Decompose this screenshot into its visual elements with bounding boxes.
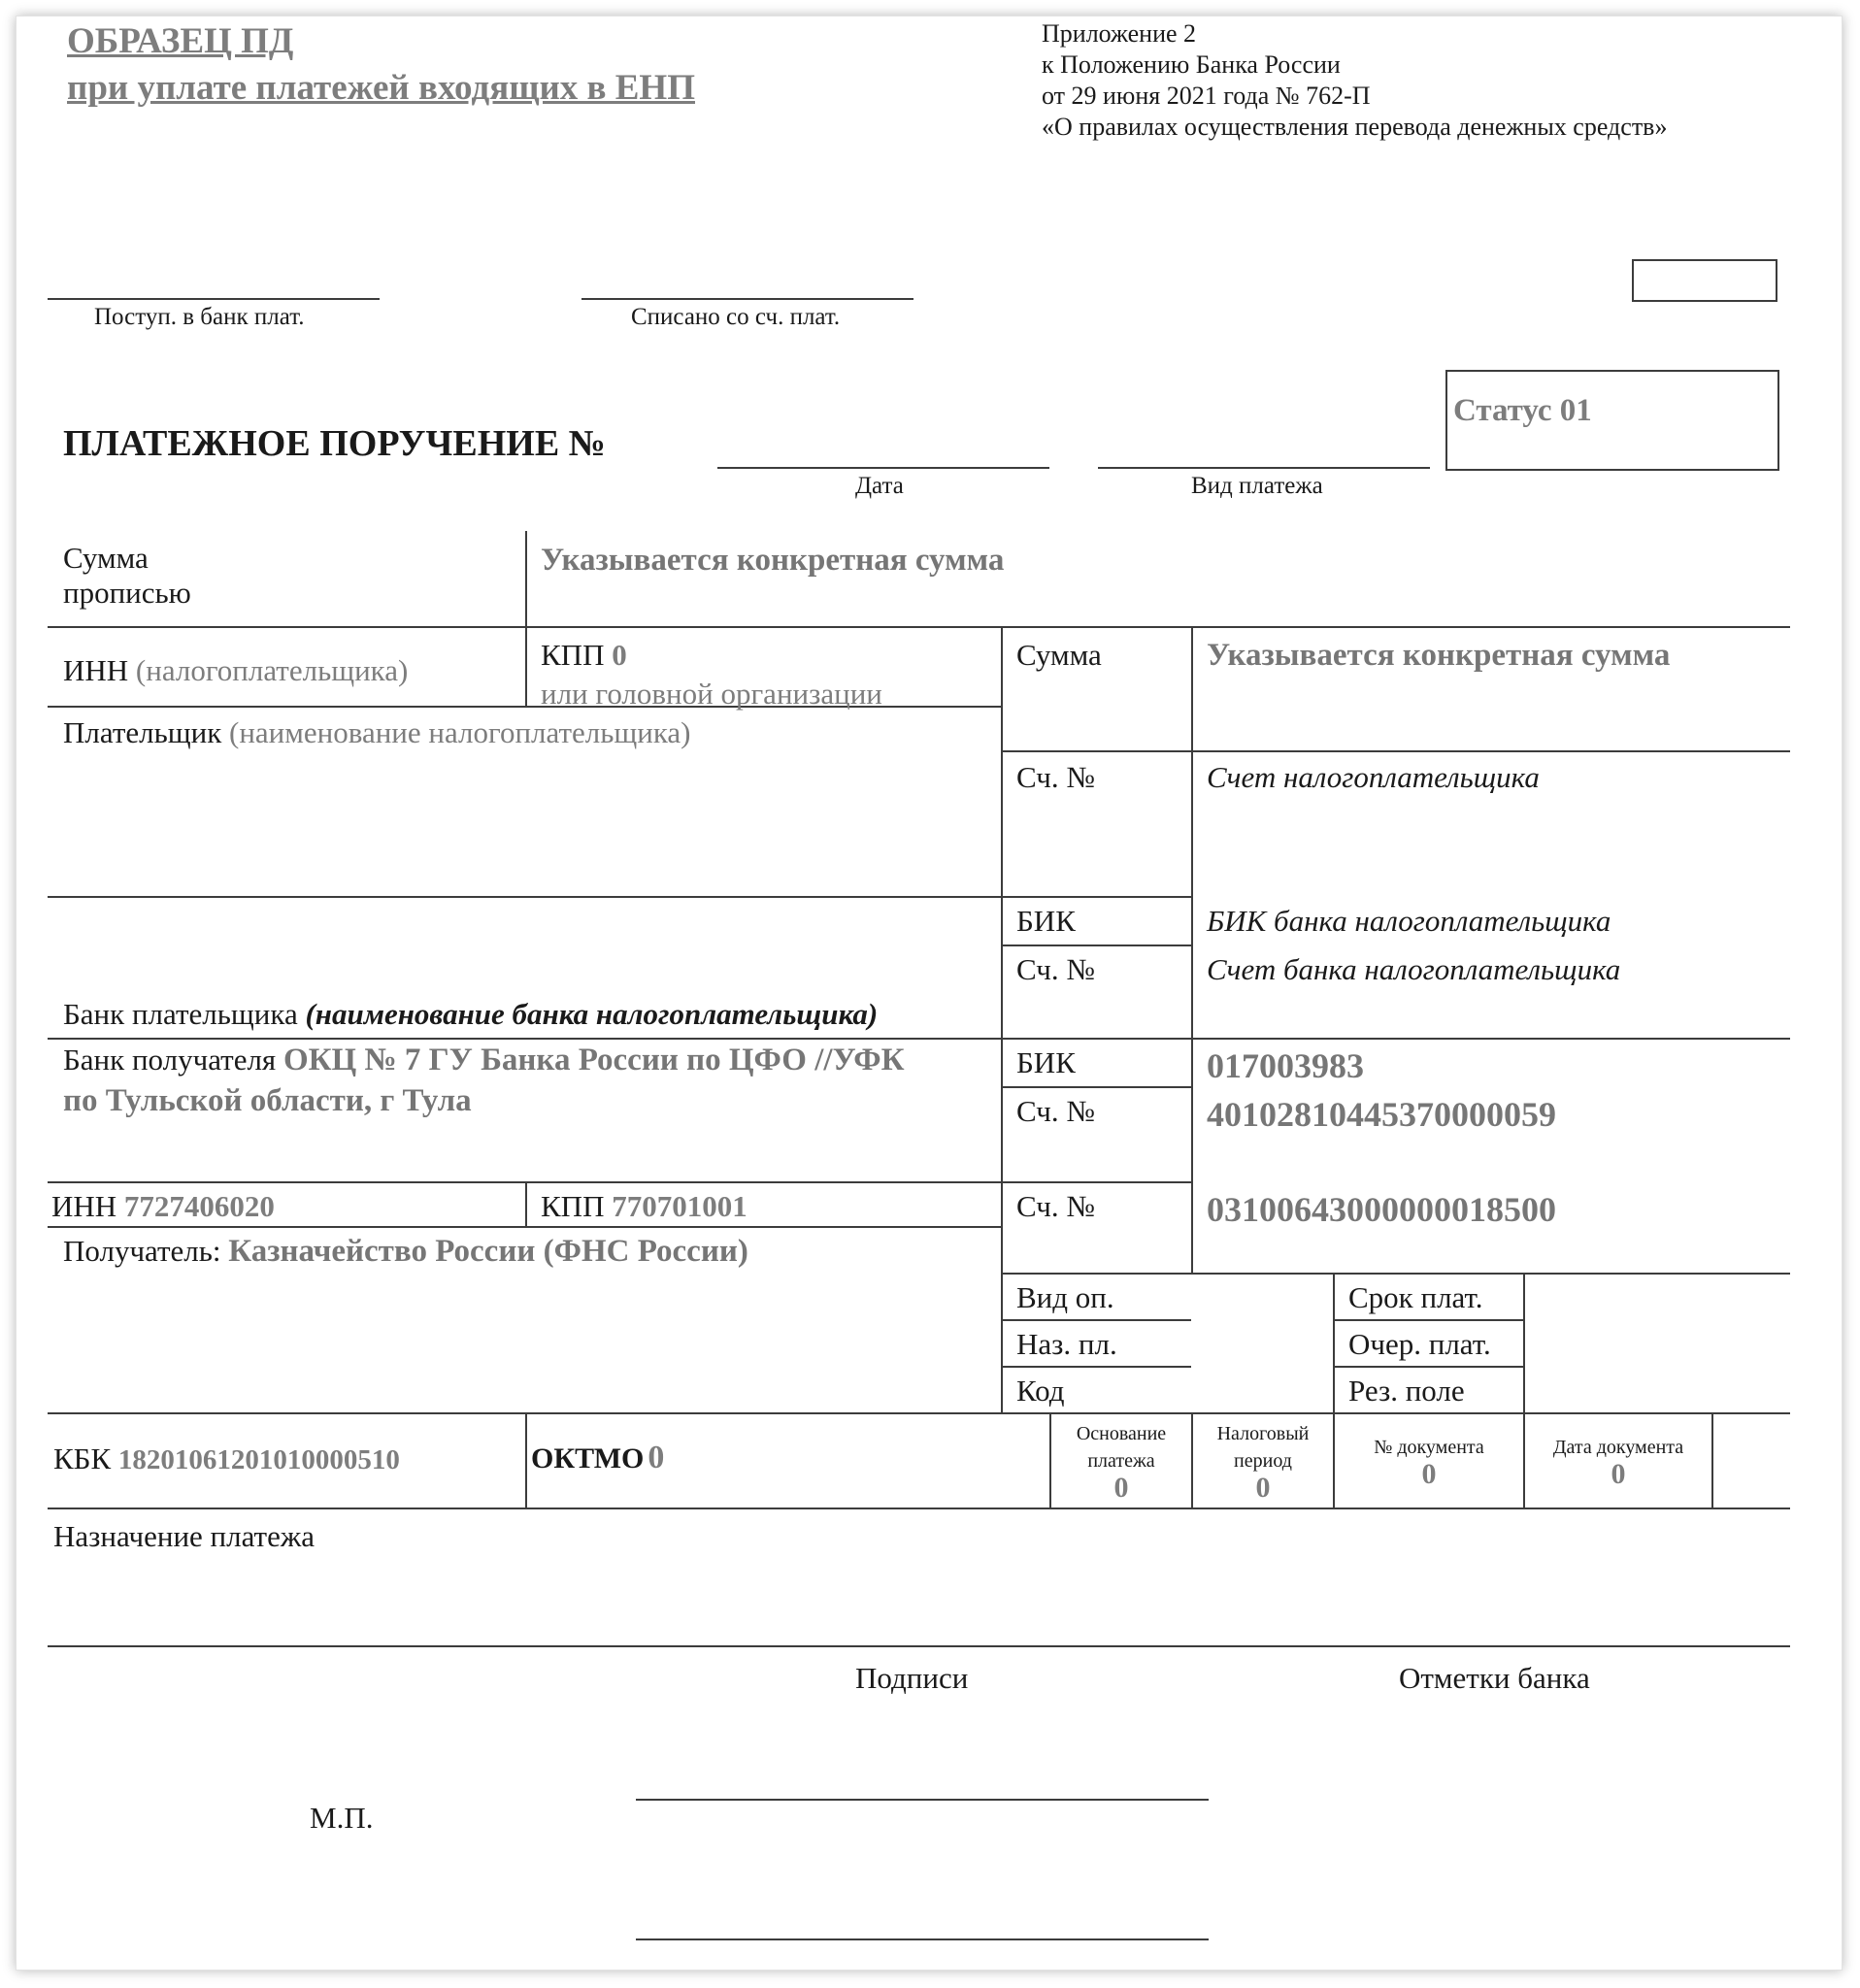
- grid-line: [48, 1645, 1790, 1647]
- appendix-line: Приложение 2: [1042, 19, 1197, 48]
- debited-label: Списано со сч. плат.: [631, 304, 841, 330]
- payer-kpp-value: 0: [612, 638, 627, 672]
- period-value: 0: [1255, 1472, 1271, 1504]
- grid-line: [525, 626, 527, 706]
- deadline-label: Срок плат.: [1348, 1280, 1483, 1314]
- signature-line-2[interactable]: [636, 1938, 1209, 1940]
- debited-date-line[interactable]: [581, 298, 913, 300]
- grid-line: [1001, 944, 1191, 946]
- grid-line: [525, 1412, 527, 1508]
- op-type-label: Вид оп.: [1016, 1280, 1114, 1314]
- recipient-kpp-label: КПП: [541, 1189, 605, 1223]
- payment-type-label: Вид платежа: [1191, 473, 1323, 499]
- grid-line: [525, 1181, 527, 1226]
- amount-words-label: [63, 541, 191, 611]
- grid-line: [1711, 1412, 1713, 1508]
- recipient-bank-value-line2: по Тульской области, г Тула: [63, 1083, 472, 1118]
- period-label: Налоговый период: [1216, 1423, 1310, 1472]
- recipient-inn-label: ИНН: [51, 1189, 117, 1223]
- recipient-name-value: Казначейство России (ФНС России): [228, 1234, 748, 1269]
- priority-label: Очер. плат.: [1348, 1327, 1491, 1361]
- recipient-name-field[interactable]: [63, 1234, 748, 1270]
- payer-name-field[interactable]: [63, 715, 691, 750]
- payer-bank-hint: (наименование банка налогоплательщика): [305, 997, 879, 1031]
- kbk-field[interactable]: [53, 1441, 400, 1476]
- payer-bank-field[interactable]: [63, 997, 878, 1032]
- oktmo-label: ОКТМО: [531, 1442, 645, 1474]
- amount-words-label-line: прописью: [63, 576, 191, 610]
- kbk-value: 18201061201010000510: [117, 1444, 400, 1475]
- doc-number-field[interactable]: [1335, 1434, 1523, 1488]
- amount-words-value[interactable]: Указывается конкретная сумма: [541, 543, 1005, 578]
- recipient-inn-field[interactable]: [51, 1189, 275, 1224]
- period-field[interactable]: [1193, 1420, 1333, 1502]
- payer-bank-account-label: Сч. №: [1016, 952, 1095, 986]
- grid-line: [48, 706, 525, 708]
- basis-label: Основание платежа: [1076, 1423, 1167, 1472]
- oktmo-value: 0: [648, 1440, 665, 1475]
- recipient-account-label: Сч. №: [1016, 1189, 1095, 1223]
- payer-bank-bik-value[interactable]: БИК банка налогоплательщика: [1207, 904, 1611, 938]
- grid-line: [525, 531, 527, 626]
- grid-line: [1001, 1319, 1191, 1321]
- recipient-corr-account-value[interactable]: 40102810445370000059: [1207, 1095, 1556, 1134]
- kbk-label: КБК: [53, 1441, 112, 1475]
- grid-line: [48, 1412, 1790, 1414]
- payer-name-hint: (наименование налогоплательщика): [229, 715, 691, 749]
- grid-line: [48, 626, 1790, 628]
- payer-kpp-hint: или головной организации: [541, 677, 882, 711]
- oktmo-field[interactable]: [531, 1440, 664, 1476]
- payer-kpp-field[interactable]: [541, 636, 882, 713]
- payer-bank-label: Банк плательщика: [63, 997, 298, 1031]
- recipient-corr-account-label: Сч. №: [1016, 1094, 1095, 1128]
- payer-account-value[interactable]: Счет налогоплательщика: [1207, 760, 1540, 794]
- grid-line: [48, 896, 1191, 898]
- doc-number-value: 0: [1421, 1458, 1437, 1490]
- received-date-line[interactable]: [48, 298, 380, 300]
- status-box[interactable]: [1445, 370, 1779, 471]
- recipient-bank-value: ОКЦ № 7 ГУ Банка России по ЦФО //УФК: [282, 1043, 905, 1077]
- status-value: Статус 01: [1453, 393, 1592, 428]
- grid-line: [1001, 1273, 1790, 1275]
- recipient-kpp-value: 770701001: [612, 1189, 747, 1223]
- bank-marks-label: Отметки банка: [1399, 1661, 1590, 1695]
- recipient-bank-field[interactable]: [63, 1040, 905, 1121]
- doc-date-label: Дата документа: [1552, 1437, 1684, 1458]
- appendix-reference: [1042, 18, 1667, 143]
- payer-bank-bik-label: БИК: [1016, 904, 1076, 938]
- grid-line: [1001, 750, 1790, 752]
- grid-line: [1333, 1366, 1523, 1368]
- doc-date-field[interactable]: [1525, 1434, 1711, 1488]
- code-label: Код: [1016, 1374, 1065, 1408]
- form-code-box[interactable]: [1632, 259, 1777, 302]
- recipient-bik-value[interactable]: 017003983: [1207, 1046, 1364, 1085]
- date-label: Дата: [855, 473, 904, 499]
- grid-line: [1001, 1366, 1191, 1368]
- grid-line: [1333, 1273, 1335, 1412]
- appendix-line: от 29 июня 2021 года № 762-П: [1042, 82, 1371, 110]
- grid-line: [1523, 1273, 1525, 1412]
- basis-field[interactable]: [1051, 1420, 1191, 1502]
- payment-order-sheet: [16, 16, 1843, 1971]
- grid-line: [1333, 1319, 1523, 1321]
- signatures-label: Подписи: [855, 1661, 969, 1695]
- amount-words-label-line: Сумма: [63, 541, 149, 575]
- payer-inn-field[interactable]: [63, 653, 408, 688]
- payer-amount-value[interactable]: Указывается конкретная сумма: [1207, 638, 1671, 673]
- order-title: ПЛАТЕЖНОЕ ПОРУЧЕНИЕ №: [63, 423, 606, 464]
- recipient-bank-label: Банк получателя: [63, 1043, 277, 1077]
- reserve-label: Рез. поле: [1348, 1374, 1465, 1408]
- payment-type-line[interactable]: [1098, 467, 1430, 469]
- received-label: Поступ. в банк плат.: [94, 304, 305, 330]
- appendix-line: к Положению Банка России: [1042, 50, 1341, 79]
- payer-amount-label: Сумма: [1016, 638, 1102, 672]
- payer-name-label: Плательщик: [63, 715, 222, 749]
- grid-line: [1001, 1181, 1191, 1183]
- grid-line: [48, 1181, 1001, 1183]
- sample-subtitle: при уплате платежей входящих в ЕНП: [67, 68, 695, 108]
- recipient-account-value[interactable]: 03100643000000018500: [1207, 1190, 1556, 1229]
- basis-value: 0: [1113, 1472, 1129, 1504]
- recipient-inn-value: 7727406020: [123, 1189, 275, 1223]
- grid-line: [1001, 626, 1003, 1412]
- purpose-field[interactable]: [48, 1560, 1790, 1643]
- purpose-label: Назначение платежа: [53, 1519, 316, 1553]
- payer-bank-account-value[interactable]: Счет банка налогоплательщика: [1207, 952, 1621, 986]
- grid-line: [1191, 626, 1193, 1273]
- order-date-line[interactable]: [717, 467, 1049, 469]
- doc-number-label: № документа: [1374, 1437, 1484, 1458]
- grid-line: [48, 1508, 1790, 1509]
- doc-date-value: 0: [1611, 1458, 1626, 1490]
- payer-account-label: Сч. №: [1016, 760, 1095, 794]
- payer-kpp-label: КПП: [541, 638, 605, 672]
- grid-line: [1001, 1086, 1191, 1088]
- purpose-type-label: Наз. пл.: [1016, 1327, 1117, 1361]
- grid-line: [48, 1226, 1001, 1228]
- sample-title: ОБРАЗЕЦ ПД: [67, 21, 294, 61]
- payer-inn-label: ИНН: [63, 653, 129, 687]
- appendix-line: «О правилах осуществления перевода денежных средств»: [1042, 113, 1668, 141]
- recipient-kpp-field[interactable]: [541, 1189, 747, 1224]
- stamp-label: М.П.: [310, 1801, 374, 1835]
- recipient-name-label: Получатель:: [63, 1234, 221, 1268]
- recipient-bik-label: БИК: [1016, 1045, 1076, 1079]
- signature-line-1[interactable]: [636, 1799, 1209, 1801]
- payer-inn-hint: (налогоплательщика): [135, 653, 409, 687]
